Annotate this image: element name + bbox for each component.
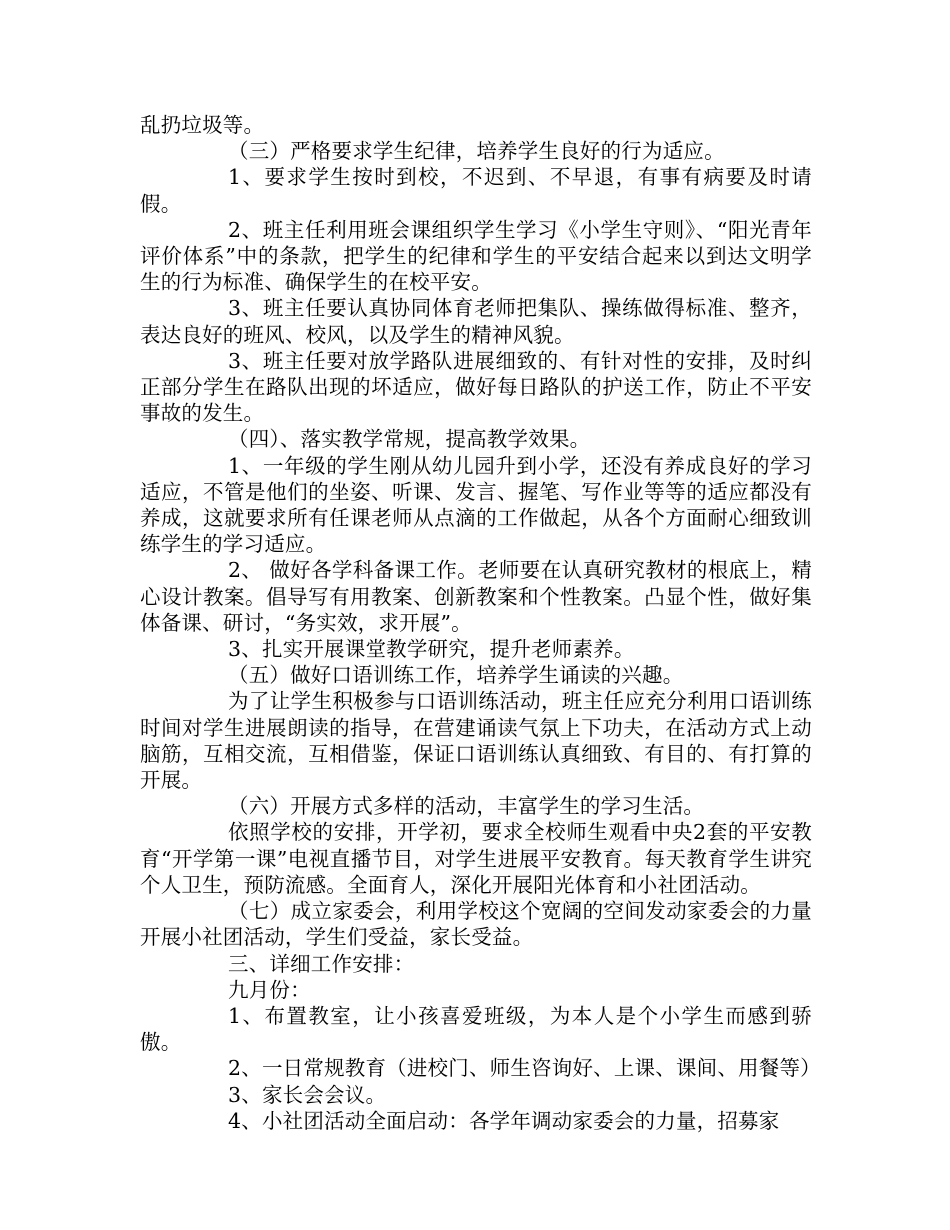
- heading-section-5-oral: （五）做好口语训练工作，培养学生诵读的兴趣。: [228, 663, 684, 688]
- heading-section-3-discipline: （三）严格要求学生纪律，培养学生良好的行为适应。: [228, 139, 725, 164]
- paragraph-sep-2-routine: 2、一日常规教育（进校门、师生咨询好、上课、课间、用餐等）: [228, 1056, 821, 1081]
- document-body: [140, 112, 821, 1134]
- heading-section-4-teaching: （四）、落实教学常规，提高教学效果。: [228, 427, 591, 452]
- heading-work-arrangement: 三、详细工作安排：: [228, 951, 415, 976]
- paragraph-litter-continuation: 乱扔垃圾等。: [140, 113, 265, 137]
- paragraph-sep-1-classroom: 1、布置教室，让小孩喜爱班级，为本人是个小学生而感到骄傲。: [140, 1003, 812, 1055]
- paragraph-3-2-class-meeting: 2、班主任利用班会课组织学生学习《小学生守则》、“阳光青年评价体系”中的条款，把学生的纪律和学生的平安结合起来以到达文明学生的行为标准、确保学生的在校平安。: [140, 217, 812, 295]
- paragraph-6-safety-education: 依照学校的安排，开学初，要求全校师生观看中央2套的平安教育“开学第一课”电视直播节目，对学生进展平安教育。每天教育学生讲究个人卫生，预防流感。全面育人，深化开展阳光体育和小社团活动。: [140, 820, 812, 897]
- paragraph-5-oral-training: 为了让学生积极参与口语训练活动，班主任应充分利用口语训练时间对学生进展朗读的指导，在营建诵读气氛上下功夫，在活动方式上动脑筋，互相交流，互相借鉴，保证口语训练认真细致、有目的、有打算的开展。: [140, 689, 812, 793]
- paragraph-3-1-punctuality: 1、要求学生按时到校，不迟到、不早退，有事有病要及时请假。: [140, 165, 812, 216]
- paragraph-4-2-lesson-prep: 2、 做好各学科备课工作。老师要在认真研究教材的根底上，精心设计教案。倡导写有用教案、创新教案和个性教案。凸显个性，做好集体备课、研讨，“务实效，求开展”。: [140, 558, 812, 635]
- paragraph-3-3-assembly: 3、班主任要认真协同体育老师把集队、操练做得标准、整齐，表达良好的班风、校风，以及学生的精神风貌。: [140, 296, 812, 347]
- paragraph-3-3-road-team: 3、班主任要对放学路队进展细致的、有针对性的安排，及时纠正部分学生在路队出现的坏适应，做好每日路队的护送工作，防止不平安事故的发生。: [140, 348, 812, 426]
- heading-section-6-activities: （六）开展方式多样的活动，丰富学生的学习生活。: [228, 794, 705, 819]
- heading-september: 九月份：: [228, 977, 311, 1002]
- paragraph-4-1-habits: 1、一年级的学生刚从幼儿园升到小学，还没有养成良好的学习适应，不管是他们的坐姿、听课、发言、握笔、写作业等等的适应都没有养成，这就要求所有任课老师从点滴的工作做起，从各个方面耐心细致训练学生的学习适应。: [140, 453, 812, 557]
- paragraph-4-3-research: 3、扎实开展课堂教学研究，提升老师素养。: [228, 637, 635, 662]
- heading-section-7-parents-committee: （七）成立家委会，利用学校这个宽阔的空间发动家委会的力量开展小社团活动，学生们受益，家长受益。: [140, 899, 812, 950]
- paragraph-sep-4-clubs: 4、小社团活动全面启动：各学年调动家委会的力量，招募家: [228, 1108, 780, 1133]
- paragraph-sep-3-parents-meeting: 3、家长会会议。: [228, 1082, 387, 1107]
